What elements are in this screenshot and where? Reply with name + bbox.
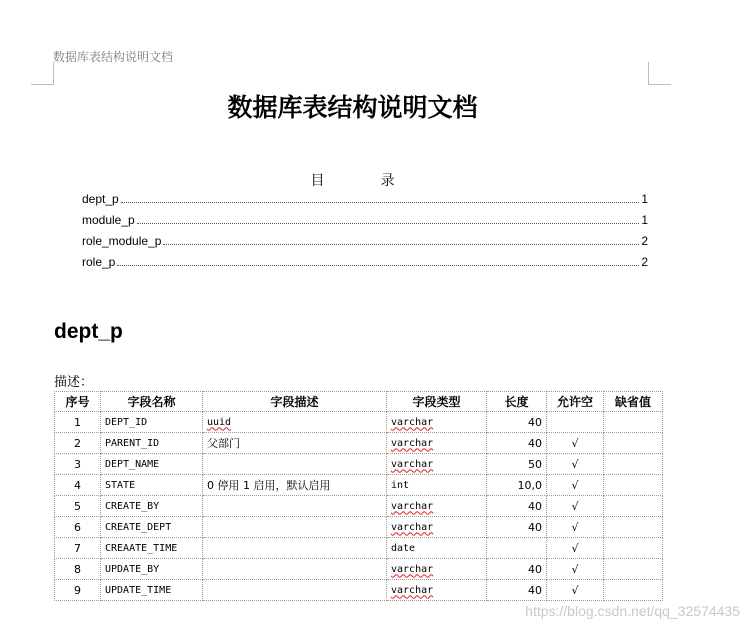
cell-default (604, 433, 663, 454)
cell-default (604, 412, 663, 433)
cell-no: 4 (55, 475, 101, 496)
field-table (54, 391, 663, 601)
table-row (55, 433, 663, 454)
cell-desc (203, 559, 387, 580)
cell-desc (203, 538, 387, 559)
table-row (55, 475, 663, 496)
cell-default (604, 517, 663, 538)
cell-type (387, 559, 487, 580)
crop-mark-left (31, 62, 54, 85)
table-row (55, 517, 663, 538)
toc-leader-dots (121, 202, 640, 203)
cell-type-text: varchar (391, 584, 434, 596)
cell-length (487, 538, 547, 559)
cell-type (387, 433, 487, 454)
cell-no: 6 (55, 517, 101, 538)
table-row (55, 580, 663, 601)
cell-type-text: varchar (391, 500, 434, 512)
cell-name: UPDATE_BY (101, 559, 203, 580)
cell-no: 9 (55, 580, 101, 601)
cell-nullable: √ (547, 475, 604, 496)
cell-desc: 0 停用 1 启用，默认启用 (203, 475, 387, 496)
table-of-contents (82, 192, 648, 276)
toc-leader-dots (117, 265, 639, 266)
toc-heading (0, 170, 705, 190)
table-row (55, 538, 663, 559)
cell-name: PARENT_ID (101, 433, 203, 454)
section-title: dept_p (54, 320, 123, 343)
table-row (55, 412, 663, 433)
table-row (55, 559, 663, 580)
column-header-no: 序号 (55, 392, 101, 412)
cell-type (387, 517, 487, 538)
table-row (55, 496, 663, 517)
document-title: 数据库表结构说明文档 (227, 93, 478, 122)
toc-entry[interactable] (82, 192, 648, 213)
cell-type-text: varchar (391, 563, 434, 575)
watermark-url: https://blog.csdn.net/qq_32574435 (525, 603, 740, 619)
cell-type-text: varchar (391, 437, 434, 449)
cell-length: 50 (487, 454, 547, 475)
cell-length: 10,0 (487, 475, 547, 496)
cell-no: 5 (55, 496, 101, 517)
cell-type: int (387, 475, 487, 496)
toc-leader-dots (137, 223, 640, 224)
cell-length: 40 (487, 412, 547, 433)
cell-nullable: √ (547, 433, 604, 454)
cell-type (387, 580, 487, 601)
cell-default (604, 580, 663, 601)
toc-entry-name: role_module_p (82, 234, 162, 248)
cell-type (387, 412, 487, 433)
cell-nullable: √ (547, 580, 604, 601)
cell-type (387, 496, 487, 517)
column-header-desc: 字段描述 (203, 392, 387, 412)
cell-name: DEPT_ID (101, 412, 203, 433)
cell-desc: 父部门 (203, 433, 387, 454)
cell-length: 40 (487, 517, 547, 538)
toc-entry[interactable] (82, 234, 648, 255)
toc-entry-page: 1 (641, 213, 648, 227)
toc-heading-left: 目 (310, 173, 325, 189)
page-header-text: 数据库表结构说明文档 (53, 50, 174, 64)
crop-mark-right (648, 62, 671, 85)
cell-type-text: varchar (391, 521, 434, 533)
cell-type: date (387, 538, 487, 559)
toc-entry[interactable] (82, 213, 648, 234)
toc-entry-name: role_p (82, 255, 116, 269)
cell-default (604, 496, 663, 517)
cell-no: 1 (55, 412, 101, 433)
cell-no: 8 (55, 559, 101, 580)
toc-entry[interactable] (82, 255, 648, 276)
cell-name: CREATE_BY (101, 496, 203, 517)
cell-desc-text: uuid (207, 416, 232, 428)
cell-name: CREAATE_TIME (101, 538, 203, 559)
description-label: 描述： (54, 375, 94, 390)
cell-desc (203, 580, 387, 601)
column-header-nullable: 允许空 (547, 392, 604, 412)
cell-desc (203, 412, 387, 433)
cell-length: 40 (487, 580, 547, 601)
toc-entry-page: 2 (641, 255, 648, 269)
column-header-type: 字段类型 (387, 392, 487, 412)
cell-name: DEPT_NAME (101, 454, 203, 475)
cell-default (604, 538, 663, 559)
toc-leader-dots (163, 244, 639, 245)
cell-length: 40 (487, 559, 547, 580)
cell-nullable: √ (547, 538, 604, 559)
cell-desc (203, 454, 387, 475)
cell-default (604, 475, 663, 496)
cell-nullable (547, 412, 604, 433)
cell-nullable: √ (547, 454, 604, 475)
toc-entry-page: 1 (641, 192, 648, 206)
cell-length: 40 (487, 496, 547, 517)
cell-name: CREATE_DEPT (101, 517, 203, 538)
cell-nullable: √ (547, 559, 604, 580)
toc-entry-name: module_p (82, 213, 135, 227)
toc-entry-page: 2 (641, 234, 648, 248)
toc-entry-name: dept_p (82, 192, 119, 206)
column-header-name: 字段名称 (101, 392, 203, 412)
cell-name: STATE (101, 475, 203, 496)
table-header-row (55, 392, 663, 412)
cell-no: 7 (55, 538, 101, 559)
cell-default (604, 454, 663, 475)
cell-nullable: √ (547, 517, 604, 538)
cell-desc (203, 496, 387, 517)
column-header-default: 缺省值 (604, 392, 663, 412)
cell-type-text: varchar (391, 458, 434, 470)
cell-no: 2 (55, 433, 101, 454)
cell-type-text: varchar (391, 416, 434, 428)
column-header-length: 长度 (487, 392, 547, 412)
cell-name: UPDATE_TIME (101, 580, 203, 601)
cell-length: 40 (487, 433, 547, 454)
cell-desc (203, 517, 387, 538)
cell-no: 3 (55, 454, 101, 475)
table-row (55, 454, 663, 475)
cell-nullable: √ (547, 496, 604, 517)
cell-type (387, 454, 487, 475)
cell-default (604, 559, 663, 580)
toc-heading-right: 录 (380, 173, 395, 189)
